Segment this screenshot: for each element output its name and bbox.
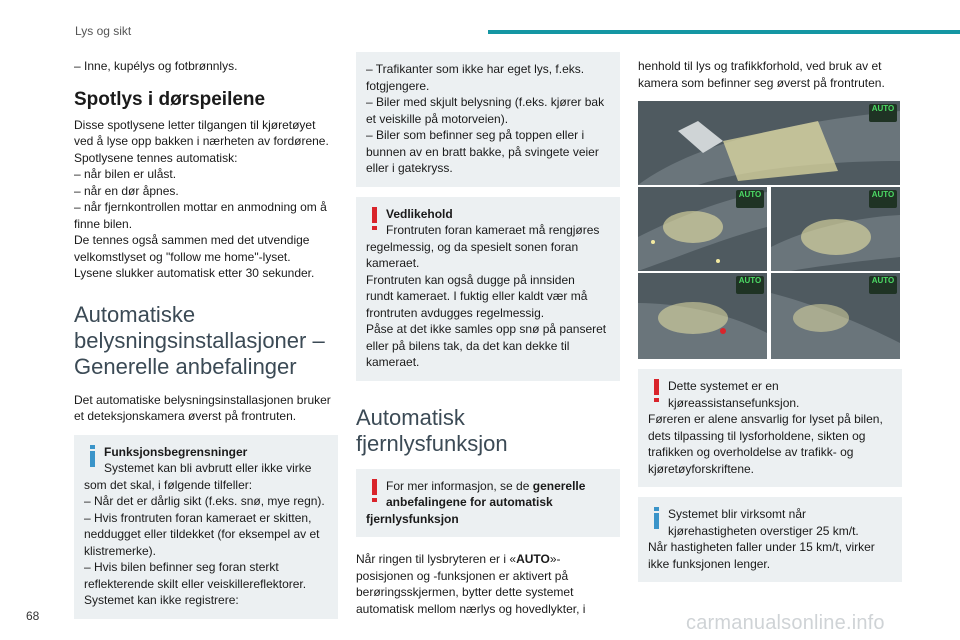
auto-highbeam-illustration <box>638 101 900 359</box>
body-pre: Når ringen til lysbryteren er i « <box>356 552 517 566</box>
body-auto: AUTO <box>516 552 550 566</box>
info-box-limitations <box>74 435 338 619</box>
reference-line3: fjernlysfunksjon <box>366 511 459 526</box>
info-box-line: – Hvis bilen befinner seg foran sterkt <box>84 560 279 574</box>
continuation-line: et veiskille på motorveien). <box>366 111 509 126</box>
body-post: »- <box>549 552 561 566</box>
info-icon <box>654 507 659 531</box>
illustration-panel-3 <box>771 187 900 271</box>
info-box-line1: Systemet kan bli avbrutt eller ikke virke <box>104 461 312 475</box>
fjernlys-body-line1 <box>356 551 620 568</box>
warn-line2: kjøreassistansefunksjon. <box>668 395 800 410</box>
fjernlys-heading <box>356 405 620 457</box>
info-box-line: Systemet kan ikke registrere: <box>84 593 239 607</box>
auto-heading-line2: belysningsinstallasjoner – <box>74 327 325 353</box>
column-2 <box>356 52 620 617</box>
intro-line: – Inne, kupélys og fotbrønnlys. <box>74 59 238 73</box>
info-box-line: som det skal, i følgende tilfeller: <box>84 477 253 492</box>
warning-icon <box>372 479 377 503</box>
continuation-box <box>356 52 620 187</box>
maintenance-line: kameraet. <box>366 256 420 270</box>
column3-line: henhold til lys og trafikkforhold, ved bruk av et <box>638 59 882 73</box>
speed-line2: kjørehastigheten overstiger 25 km/t. <box>668 523 859 538</box>
spotlys-heading: Spotlys i dørspeilene <box>74 88 266 110</box>
auto-heading-line3: Generelle anbefalinger <box>74 353 297 379</box>
fjernlys-body-text <box>356 568 620 618</box>
auto-body-line: Det automatiske belysningsinstallasjonen bruker <box>74 392 331 407</box>
reference-box <box>356 469 620 538</box>
warn-line1: Dette systemet er en <box>668 379 779 393</box>
speed-line: ikke funksjonen lenger. <box>648 556 771 571</box>
warn-text <box>648 411 892 477</box>
spotlys-line: ved å lyse opp bakken i nærheten av fordørene. <box>74 134 329 148</box>
auto-body <box>74 392 338 425</box>
column-3 <box>638 58 902 592</box>
spotlys-line: velkomstlyset og "follow me home"-lyset. <box>74 249 291 264</box>
maintenance-line: Frontruten kan også dugge på innsiden <box>366 272 575 287</box>
spotlys-line: Spotlysene tennes automatisk: <box>74 150 238 165</box>
spotlys-line: Lysene slukker automatisk etter 30 sekunder. <box>74 266 315 280</box>
reference-prefix: For mer informasjon, se de <box>386 478 530 493</box>
continuation-text <box>366 61 610 177</box>
driver-assistance-warning-box <box>638 369 902 487</box>
continuation-line: eller i gatekryss. <box>366 161 453 175</box>
fjernlys-heading-line2: fjernlysfunksjon <box>356 430 508 456</box>
spotlys-line: De tennes også sammen med det utvendige <box>74 233 310 247</box>
maintenance-box <box>356 197 620 381</box>
info-box-line: neddugget eller tildekket (for eksempel av et <box>84 527 320 541</box>
auto-body-line: et deteksjonskamera øverst på frontruten. <box>74 409 297 423</box>
maintenance-line1: Frontruten foran kameraet må rengjøres <box>386 223 600 237</box>
speed-line1: Systemet blir virksomt når <box>668 507 807 521</box>
auto-badge: AUTO <box>869 276 897 294</box>
continuation-line: – Biler med skjult belysning (f.eks. kjører bak <box>366 95 605 109</box>
column-1 <box>74 58 338 629</box>
illustration-panel-2 <box>638 187 767 271</box>
maintenance-title: Vedlikehold <box>386 206 453 221</box>
fjernlys-heading-line1: Automatisk <box>356 404 465 430</box>
warn-line: Føreren er alene ansvarlig for lyset på bilen, <box>648 412 883 426</box>
auto-heading-line1: Automatiske <box>74 301 196 327</box>
warning-icon <box>372 207 377 231</box>
maintenance-text <box>366 239 610 371</box>
watermark: carmanualsonline.info <box>686 612 885 634</box>
spotlys-line: – når en dør åpnes. <box>74 183 179 198</box>
warn-line: kjøretøyforskriftene. <box>648 461 755 476</box>
reference-line1 <box>366 478 610 495</box>
continuation-line: fotgjengere. <box>366 78 430 93</box>
reference-line2: anbefalingene for automatisk <box>386 495 553 509</box>
spotlys-line: finne bilen. <box>74 216 133 231</box>
fjernlys-body-line: posisjonen og -funksjonen er aktivert på <box>356 568 569 583</box>
fjernlys-body-line: automatisk mellom nærlys og hovedlykter, i <box>356 601 586 616</box>
maintenance-line: regelmessig, og da spesielt sonen foran <box>366 239 579 254</box>
warn-line: trafikken og overholdelse av trafikk- og <box>648 445 854 459</box>
maintenance-line: eller på bilens tak, da det kan dekke til <box>366 338 570 353</box>
spotlys-body <box>74 117 338 282</box>
warn-line: dets tilpassing til lysforholdene, sikten og <box>648 428 866 443</box>
continuation-line: bunnen av en bratt bakke, på svingete veier <box>366 144 599 159</box>
illustration-panel-5 <box>771 273 900 359</box>
illustration-panel-4 <box>638 273 767 359</box>
header-accent-bar <box>488 30 960 34</box>
auto-badge: AUTO <box>736 276 764 294</box>
warning-icon <box>654 379 659 403</box>
auto-section-heading <box>74 302 338 380</box>
info-box-line: reflekterende skilt eller veiskillereflektorer. <box>84 576 307 591</box>
speed-text <box>648 539 892 572</box>
auto-badge: AUTO <box>736 190 764 208</box>
maintenance-line: kameraet. <box>366 355 420 369</box>
auto-badge: AUTO <box>869 104 897 122</box>
speed-info-box <box>638 497 902 582</box>
info-box-line: – Hvis frontruten foran kameraet er skitten, <box>84 510 312 525</box>
illustration-panel-1 <box>638 101 900 185</box>
header-section-title: Lys og sikt <box>75 24 132 38</box>
info-box-title: Funksjonsbegrensninger <box>104 444 248 459</box>
info-box-line: klistremerke). <box>84 543 157 558</box>
info-box-text <box>84 477 328 609</box>
column3-line: kamera som befinner seg øverst på frontruten. <box>638 75 885 90</box>
maintenance-line: Påse at det ikke samles opp snø på panseret <box>366 322 607 336</box>
continuation-line: – Biler som befinner seg på toppen eller i <box>366 128 585 142</box>
info-icon <box>90 445 95 469</box>
continuation-line: – Trafikanter som ikke har eget lys, f.eks. <box>366 62 585 76</box>
auto-badge: AUTO <box>869 190 897 208</box>
spotlys-line: – når fjernkontrollen mottar en anmodning om å <box>74 200 327 214</box>
reference-bold1: generelle <box>532 478 586 493</box>
spotlys-line: – når bilen er ulåst. <box>74 167 177 181</box>
info-box-line: – Når det er dårlig sikt (f.eks. snø, mye regn). <box>84 494 325 508</box>
column3-body-top <box>638 58 902 91</box>
spotlys-line: Disse spotlysene letter tilgangen til kjøretøyet <box>74 117 316 132</box>
page-number: 68 <box>26 609 40 623</box>
speed-line: Når hastigheten faller under 15 km/t, virker <box>648 540 875 554</box>
maintenance-line: rundt kameraet. I fuktig eller kaldt vær må <box>366 289 588 303</box>
maintenance-line: frontruten avdugges regelmessig. <box>366 305 545 320</box>
fjernlys-body <box>356 551 620 617</box>
fjernlys-body-line: berøringsskjermen, bytter dette systemet <box>356 585 574 599</box>
